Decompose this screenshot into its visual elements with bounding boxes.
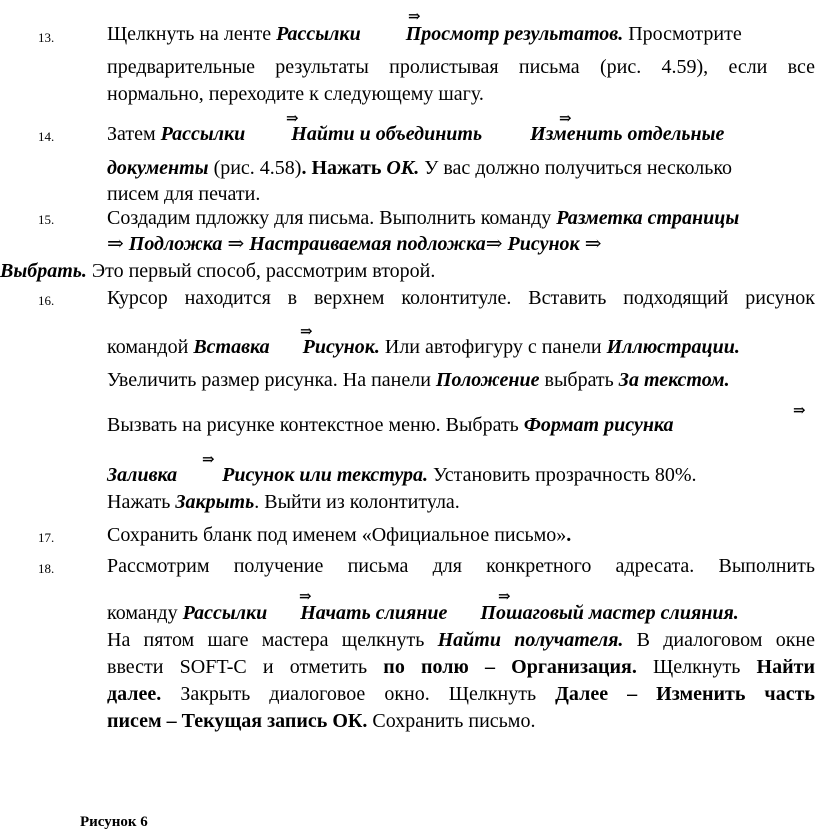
arrow-icon: ⇒	[559, 111, 572, 127]
item-number: 15.	[38, 212, 55, 227]
item-18-line-2: команду Рассылки Начать слияние Пошаговый мастер слияния.	[107, 602, 739, 624]
item-number: 16.	[38, 293, 55, 308]
item-16-line-6: Нажать Закрыть. Выйти из колонтитула.	[107, 491, 460, 513]
item-14-line-3: писем для печати.	[107, 183, 261, 205]
arrow-icon: ⇒	[793, 403, 806, 419]
item-number: 18.	[38, 561, 55, 576]
item-16-line-5: Заливка Рисунок или текстура. Установить прозрачность 80%.	[107, 464, 697, 486]
item-13-line-2: предварительные результаты пролистывая письма (рис. 4.59), если все	[107, 56, 815, 78]
item-16-line-2: командой Вставка Рисунок. Или автофигуру с панели Иллюстрации.	[107, 336, 740, 358]
item-18-line-5: далее. Закрыть диалоговое окно. Щелкнуть Далее – Изменить часть	[107, 683, 815, 705]
item-14-line-2: документы (рис. 4.58). Нажать OK. У вас должно получиться несколько	[107, 157, 733, 179]
item-17-line-1: Сохранить бланк под именем «Официальное письмо».	[107, 524, 572, 546]
item-15-line-1: Создадим пдложку для письма. Выполнить команду Разметка страницы	[107, 207, 740, 229]
item-16-line-3: Увеличить размер рисунка. На панели Положение выбрать За текстом.	[107, 369, 730, 391]
item-18-line-3: На пятом шаге мастера щелкнуть Найти получателя. В диалоговом окне	[107, 629, 815, 651]
item-14-line-1: Затем Рассылки Найти и объединить Изменить отдельные	[107, 123, 725, 145]
arrow-icon: ⇒	[498, 589, 511, 605]
item-number: 17.	[38, 530, 55, 545]
item-16-line-1: Курсор находится в верхнем колонтитуле. Вставить подходящий рисунок	[107, 287, 815, 309]
item-18-line-6: писем – Текущая запись ОК. Сохранить письмо.	[107, 710, 536, 732]
arrow-icon: ⇒	[408, 9, 421, 25]
arrow-icon: ⇒	[299, 589, 312, 605]
item-16-line-4: Вызвать на рисунке контекстное меню. Выбрать Формат рисунка	[107, 414, 674, 436]
item-13-line-1: Щелкнуть на ленте Рассылки Просмотр результатов. Просмотрите	[107, 23, 742, 45]
item-number: 13.	[38, 30, 55, 45]
item-18-line-1: Рассмотрим получение письма для конкретного адресата. Выполнить	[107, 555, 815, 577]
figure-caption: Рисунок 6	[80, 814, 148, 830]
item-number: 14.	[38, 129, 55, 144]
item-15-line-2: ⇒ Подложка ⇒ Настраиваемая подложка⇒ Рисунок ⇒	[107, 233, 602, 255]
arrow-icon: ⇒	[286, 111, 299, 127]
arrow-icon: ⇒	[202, 452, 215, 468]
arrow-icon: ⇒	[300, 324, 313, 340]
item-18-line-4: ввести SOFT-C и отметить по полю – Организация. Щелкнуть Найти	[107, 656, 815, 678]
item-13-line-3: нормально, переходите к следующему шагу.	[107, 83, 484, 105]
item-15-line-3: Выбрать. Это первый способ, рассмотрим второй.	[0, 260, 436, 282]
